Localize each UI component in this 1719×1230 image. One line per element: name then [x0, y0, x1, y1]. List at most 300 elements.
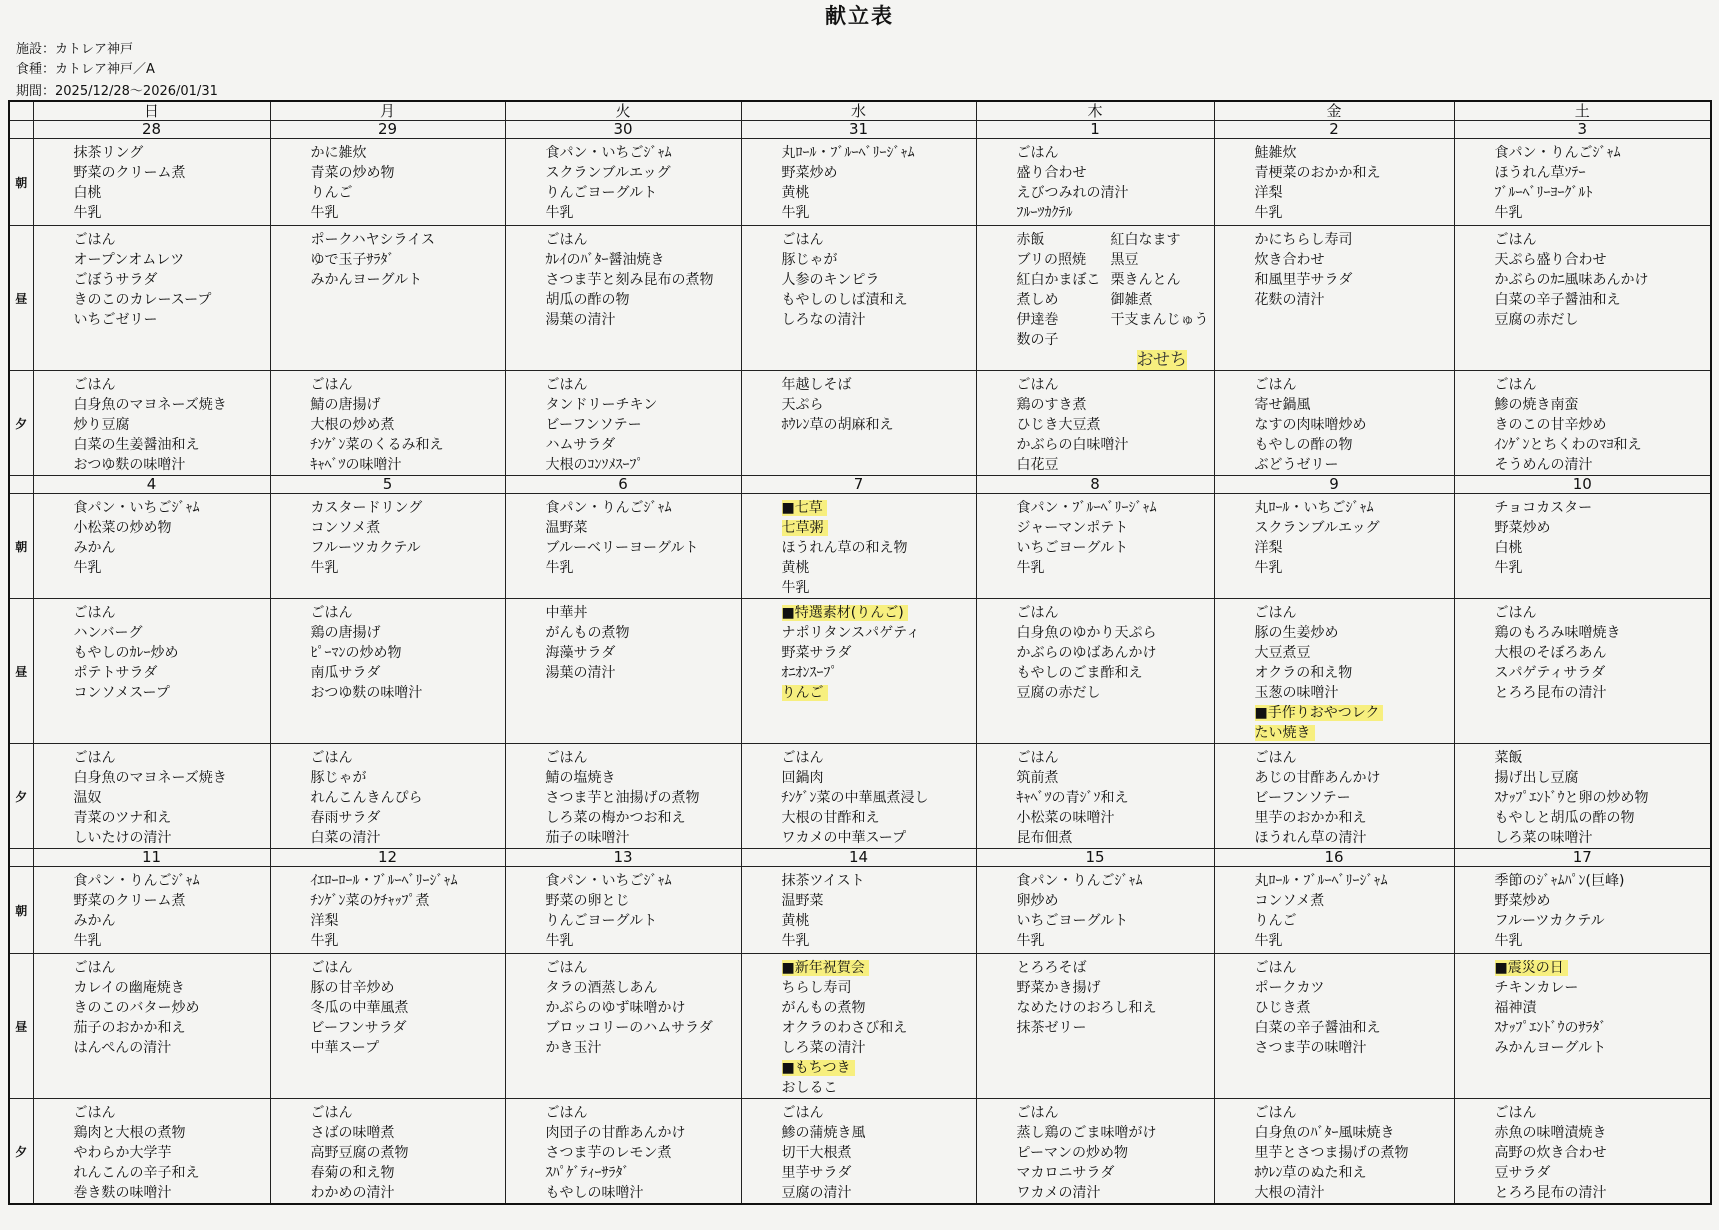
menu-item: かぶらのゆばあんかけ	[1016, 645, 1157, 661]
menu-cell	[976, 954, 1214, 1099]
menu-item: 牛乳	[310, 205, 339, 221]
date-cell: 11	[33, 849, 270, 867]
menu-item: 牛乳	[73, 205, 102, 221]
menu-item: ｶﾚｲのﾊﾞﾀｰ醤油焼き	[545, 252, 665, 268]
menu-item: 中華丼	[545, 605, 588, 621]
highlighted-text: ■震災の日	[1495, 960, 1568, 976]
menu-item: ほうれん草の和え物	[781, 540, 908, 556]
menu-item: 菜飯	[1494, 750, 1523, 766]
menu-item: 温奴	[73, 790, 102, 806]
menu-cell	[33, 226, 270, 371]
menu-item: ジャーマンポテト	[1016, 520, 1129, 536]
menu-item: 牛乳	[73, 933, 102, 949]
osechi-list	[1017, 230, 1214, 350]
menu-item: さばの味噌煮	[310, 1125, 395, 1141]
menu-item: 筑前煮	[1016, 770, 1059, 786]
menu-item: ごはん	[1254, 1105, 1297, 1121]
menu-item: 黒豆	[1110, 252, 1139, 268]
menu-item: ほうれん草の清汁	[1254, 830, 1367, 846]
menu-cell	[1454, 226, 1711, 371]
menu-item: 白桃	[1494, 540, 1523, 556]
highlighted-text: りんご	[782, 685, 828, 701]
menu-item: 食パン・りんごｼﾞｬﾑ	[73, 873, 200, 889]
menu-item: 食パン・りんごｼﾞｬﾑ	[1494, 145, 1621, 161]
diet-label: 食種：カトレア神戸／A	[16, 62, 155, 77]
menu-item: もやしのしば漬和え	[781, 292, 908, 308]
menu-item: みかん	[73, 540, 116, 556]
menu-item: 大根のそぼろあん	[1494, 645, 1607, 661]
lunch-label: 昼	[9, 226, 33, 371]
menu-item: ﾌﾙｰﾂｶｸﾃﾙ	[1016, 205, 1073, 221]
menu-item: ごはん	[545, 232, 588, 248]
menu-item: 鯖の塩焼き	[545, 770, 616, 786]
menu-item: 食パン・りんごｼﾞｬﾑ	[545, 500, 672, 516]
menu-item: 蒸し鶏のごま味噌がけ	[1016, 1125, 1157, 1141]
menu-item: 湯葉の清汁	[545, 312, 616, 328]
menu-cell	[976, 1099, 1214, 1205]
menu-item: 牛乳	[1494, 205, 1523, 221]
menu-item: 豚じゃが	[781, 252, 838, 268]
menu-item: タンドリーチキン	[545, 397, 658, 413]
menu-item: ごはん	[73, 377, 116, 393]
menu-item: 食パン・いちごｼﾞｬﾑ	[545, 145, 672, 161]
weekday-header: 木	[976, 101, 1214, 121]
menu-item: しろ菜の味噌汁	[1494, 830, 1593, 846]
menu-cell	[33, 1099, 270, 1205]
page-title: 献立表	[825, 4, 894, 28]
menu-item: カレイの幽庵焼き	[73, 980, 185, 996]
menu-item: 温野菜	[545, 520, 588, 536]
menu-item: 豆腐の清汁	[781, 1185, 852, 1201]
menu-cell	[741, 494, 976, 599]
menu-item: ポークハヤシライス	[310, 232, 435, 248]
menu-cell	[976, 226, 1214, 371]
menu-item: おつゆ麩の味噌汁	[73, 457, 186, 473]
menu-item: 豆腐の赤だし	[1494, 312, 1579, 328]
menu-cell	[270, 494, 505, 599]
menu-item: れんこんきんぴら	[310, 790, 423, 806]
menu-item: 洋梨	[1254, 185, 1283, 201]
menu-item: ごはん	[1016, 145, 1059, 161]
menu-item: 白菜の辛子醤油和え	[1254, 1020, 1381, 1036]
date-row-label	[9, 121, 33, 139]
menu-item: 豚の生姜炒め	[1254, 625, 1339, 641]
menu-item: 野菜の卵とじ	[545, 893, 630, 909]
menu-item: 牛乳	[781, 933, 810, 949]
menu-cell	[1454, 867, 1711, 954]
menu-item: 丸ﾛｰﾙ・ﾌﾞﾙｰﾍﾞﾘｰｼﾞｬﾑ	[1254, 873, 1388, 889]
menu-cell	[1454, 744, 1711, 849]
menu-item: 年越しそば	[781, 377, 852, 393]
menu-cell	[33, 371, 270, 476]
menu-cell	[33, 744, 270, 849]
menu-item: 白桃	[73, 185, 102, 201]
menu-item: ごはん	[1016, 750, 1059, 766]
menu-item: ﾁﾝｹﾞﾝ菜の中華風煮浸し	[781, 790, 929, 806]
menu-item: オープンオムレツ	[73, 252, 185, 268]
menu-item: ブロッコリーのハムサラダ	[545, 1020, 713, 1036]
menu-item: 牛乳	[1494, 933, 1523, 949]
period-label: 期間：2025/12/28～2026/01/31	[16, 84, 218, 99]
breakfast-row	[9, 867, 1711, 954]
menu-item: かぶらのｶﾆ風味あんかけ	[1494, 272, 1649, 288]
menu-cell	[505, 226, 741, 371]
menu-item: コンソメ煮	[310, 520, 381, 536]
date-cell: 8	[976, 476, 1214, 494]
menu-item: 牛乳	[545, 560, 574, 576]
menu-item: 春雨サラダ	[310, 810, 381, 826]
date-cell: 17	[1454, 849, 1711, 867]
menu-item: 大根のｺﾝｿﾒｽｰﾌﾟ	[545, 457, 644, 473]
menu-item: チキンカレー	[1494, 980, 1579, 996]
menu-item: 中華スープ	[310, 1040, 380, 1056]
menu-item: 紅白かまぼこ	[1016, 272, 1101, 288]
menu-item: ごはん	[310, 377, 353, 393]
date-cell: 1	[976, 121, 1214, 139]
menu-item: コンソメ煮	[1254, 893, 1325, 909]
menu-cell	[976, 599, 1214, 744]
menu-item: れんこんの辛子和え	[73, 1165, 200, 1181]
menu-item: かにちらし寿司	[1254, 232, 1353, 248]
menu-cell	[1454, 494, 1711, 599]
menu-cell	[505, 494, 741, 599]
menu-cell	[1214, 867, 1454, 954]
menu-item: ビーフンサラダ	[310, 1020, 407, 1036]
menu-item: 野菜炒め	[1494, 893, 1551, 909]
date-cell: 6	[505, 476, 741, 494]
menu-table	[8, 100, 1712, 1205]
dinner-row	[9, 1099, 1711, 1205]
menu-item: きのこの甘辛炒め	[1494, 417, 1607, 433]
menu-item: ごはん	[1254, 960, 1297, 976]
menu-cell	[1454, 954, 1711, 1099]
menu-item: 白花豆	[1016, 457, 1059, 473]
menu-cell	[741, 867, 976, 954]
menu-item: 野菜かき揚げ	[1016, 980, 1101, 996]
menu-item: ｲｴﾛｰﾛｰﾙ・ﾌﾞﾙｰﾍﾞﾘｰｼﾞｬﾑ	[310, 873, 458, 889]
dinner-label: 夕	[9, 1099, 33, 1205]
date-cell: 2	[1214, 121, 1454, 139]
menu-cell	[976, 867, 1214, 954]
menu-item: 大根の清汁	[1254, 1185, 1325, 1201]
menu-item: そうめんの清汁	[1494, 457, 1593, 473]
menu-item: 高野の炊き合わせ	[1494, 1145, 1607, 1161]
menu-item: ごはん	[310, 605, 353, 621]
osechi-column	[1017, 230, 1101, 350]
menu-item: 高野豆腐の煮物	[310, 1145, 409, 1161]
menu-item: 牛乳	[1254, 205, 1283, 221]
menu-item: 鶏肉と大根の煮物	[73, 1125, 186, 1141]
menu-cell	[741, 1099, 976, 1205]
menu-item: 牛乳	[310, 933, 339, 949]
date-cell: 30	[505, 121, 741, 139]
menu-cell	[505, 867, 741, 954]
menu-item	[1495, 958, 1711, 978]
menu-cell	[505, 371, 741, 476]
menu-item: 牛乳	[545, 933, 574, 949]
menu-item: ﾎｳﾚﾝ草の胡麻和え	[781, 417, 894, 433]
menu-item: 牛乳	[1494, 560, 1523, 576]
weekday-header: 月	[270, 101, 505, 121]
menu-item: 胡瓜の酢の物	[545, 292, 630, 308]
menu-item	[1255, 723, 1454, 743]
menu-item: 紅白なます	[1110, 232, 1181, 248]
menu-item: 牛乳	[781, 205, 810, 221]
osechi-handwritten-note: おせち	[1136, 350, 1187, 370]
dinner-label: 夕	[9, 371, 33, 476]
menu-item: さつま芋と油揚げの煮物	[545, 790, 700, 806]
date-cell: 29	[270, 121, 505, 139]
menu-cell	[270, 226, 505, 371]
date-cell: 13	[505, 849, 741, 867]
menu-item: 牛乳	[310, 560, 339, 576]
highlighted-text: ■新年祝賀会	[782, 960, 869, 976]
menu-item: 牛乳	[1254, 933, 1283, 949]
menu-item: さつま芋の味噌汁	[1254, 1040, 1367, 1056]
menu-item: 巻き麩の味噌汁	[73, 1185, 172, 1201]
menu-item: 御雑煮	[1110, 292, 1153, 308]
menu-item: 卵炒め	[1016, 893, 1059, 909]
menu-item: 黄桃	[781, 185, 810, 201]
menu-cell	[1214, 1099, 1454, 1205]
menu-item: 豆腐の赤だし	[1016, 685, 1101, 701]
menu-item: 鮭雑炊	[1254, 145, 1297, 161]
menu-item: とろろそば	[1016, 960, 1087, 976]
menu-item: ごはん	[545, 960, 588, 976]
menu-item: 丸ﾛｰﾙ・ﾌﾞﾙｰﾍﾞﾘｰｼﾞｬﾑ	[781, 145, 915, 161]
menu-item: 鯖の唐揚げ	[310, 397, 381, 413]
corner-cell	[9, 101, 33, 121]
menu-item: ﾁﾝｹﾞﾝ菜のくるみ和え	[310, 437, 444, 453]
menu-item: 鯵の蒲焼き風	[781, 1125, 866, 1141]
menu-item: 玉葱の味噌汁	[1254, 685, 1339, 701]
menu-item: ｽﾅｯﾌﾟｴﾝﾄﾞｳのｻﾗﾀﾞ	[1494, 1020, 1607, 1036]
menu-item: おしるこ	[781, 1080, 838, 1096]
menu-item: スクランブルエッグ	[545, 165, 671, 181]
menu-cell	[505, 599, 741, 744]
menu-item: 黄桃	[781, 560, 810, 576]
menu-cell	[976, 139, 1214, 226]
menu-item: みかんヨーグルト	[1494, 1040, 1607, 1056]
menu-item: 数の子	[1016, 332, 1059, 348]
menu-item	[782, 958, 976, 978]
menu-cell	[741, 744, 976, 849]
date-row	[9, 849, 1711, 867]
date-cell: 12	[270, 849, 505, 867]
menu-item: がんもの煮物	[545, 625, 630, 641]
menu-item: 鯵の焼き南蛮	[1494, 397, 1579, 413]
menu-item: しろ菜の清汁	[781, 1040, 866, 1056]
menu-item: ごはん	[545, 1105, 588, 1121]
menu-item: 白身魚のゆかり天ぷら	[1016, 625, 1157, 641]
menu-item: 青菜のツナ和え	[73, 810, 172, 826]
menu-cell	[270, 867, 505, 954]
menu-item: いちごゼリー	[73, 312, 158, 328]
menu-item: 茄子の味噌汁	[545, 830, 630, 846]
menu-item: 里芋とさつま揚げの煮物	[1254, 1145, 1409, 1161]
menu-item	[782, 1058, 976, 1078]
menu-cell	[1454, 371, 1711, 476]
menu-item: さつま芋と刻み昆布の煮物	[545, 272, 714, 288]
menu-item: りんご	[1254, 913, 1297, 929]
menu-item: 揚げ出し豆腐	[1494, 770, 1579, 786]
menu-item: ごはん	[73, 1105, 116, 1121]
menu-item: ﾌﾞﾙｰﾍﾞﾘｰﾖｰｸﾞﾙﾄ	[1494, 185, 1593, 201]
menu-cell	[1214, 494, 1454, 599]
menu-item: ごはん	[781, 232, 824, 248]
menu-item: なすの肉味噌炒め	[1254, 417, 1367, 433]
menu-item: 抹茶ゼリー	[1016, 1020, 1087, 1036]
menu-item: 盛り合わせ	[1016, 165, 1087, 181]
menu-item: チョコカスター	[1494, 500, 1593, 516]
menu-item: 豆サラダ	[1494, 1165, 1551, 1181]
breakfast-row	[9, 494, 1711, 599]
menu-item: 鶏の唐揚げ	[310, 625, 381, 641]
menu-item: オクラの和え物	[1254, 665, 1353, 681]
menu-item: 昆布佃煮	[1016, 830, 1073, 846]
menu-item: 抹茶ツイスト	[781, 873, 865, 889]
menu-cell	[1454, 1099, 1711, 1205]
menu-item: 牛乳	[545, 205, 574, 221]
menu-item: 鶏のすき煮	[1016, 397, 1087, 413]
menu-item	[782, 498, 976, 518]
menu-item: ごはん	[1016, 377, 1059, 393]
menu-item: 白菜の生姜醤油和え	[73, 437, 200, 453]
menu-item: 抹茶リング	[73, 145, 144, 161]
menu-item: ごはん	[310, 960, 353, 976]
menu-item: 洋梨	[1254, 540, 1283, 556]
menu-item: もやしと胡瓜の酢の物	[1494, 810, 1635, 826]
menu-item: ほうれん草ｿﾃｰ	[1494, 165, 1586, 181]
date-cell: 3	[1454, 121, 1711, 139]
lunch-row	[9, 954, 1711, 1099]
date-row	[9, 121, 1711, 139]
menu-item: いちごヨーグルト	[1016, 913, 1129, 929]
menu-item: ビーフンソテー	[1254, 790, 1351, 806]
menu-item: 野菜炒め	[1494, 520, 1551, 536]
date-cell: 4	[33, 476, 270, 494]
menu-item: マカロニサラダ	[1016, 1165, 1115, 1181]
menu-item: 野菜炒め	[781, 165, 838, 181]
menu-item: ひじき大豆煮	[1016, 417, 1101, 433]
menu-item: 天ぷら	[781, 397, 824, 413]
menu-item: さつま芋のレモン煮	[545, 1145, 672, 1161]
menu-cell	[741, 226, 976, 371]
menu-item: えびつみれの清汁	[1016, 185, 1129, 201]
menu-item: 豚の甘辛炒め	[310, 980, 395, 996]
menu-item	[782, 603, 976, 623]
menu-item: ごはん	[310, 750, 353, 766]
menu-item: フルーツカクテル	[1494, 913, 1605, 929]
menu-item: ﾋﾟｰﾏﾝの炒め物	[310, 645, 402, 661]
menu-item: みかん	[73, 913, 116, 929]
menu-item: ごはん	[1494, 1105, 1537, 1121]
menu-item: 食パン・ﾌﾞﾙｰﾍﾞﾘｰｼﾞｬﾑ	[1016, 500, 1157, 516]
menu-item: 大根の炒め煮	[310, 417, 395, 433]
date-cell: 5	[270, 476, 505, 494]
menu-item: 洋梨	[310, 913, 339, 929]
menu-cell	[33, 867, 270, 954]
menu-item: 花麩の清汁	[1254, 292, 1325, 308]
menu-item: 小松菜の炒め物	[73, 520, 172, 536]
menu-cell	[1214, 744, 1454, 849]
highlighted-text: たい焼き	[1255, 725, 1315, 741]
menu-item: フルーツカクテル	[310, 540, 421, 556]
menu-item: 肉団子の甘酢あんかけ	[545, 1125, 686, 1141]
menu-item: もやしの味噌汁	[545, 1185, 644, 1201]
menu-cell	[270, 139, 505, 226]
menu-item: ワカメの清汁	[1016, 1185, 1101, 1201]
weekday-header-row	[9, 101, 1711, 121]
menu-item	[1255, 703, 1454, 723]
menu-cell	[270, 744, 505, 849]
menu-item: 温野菜	[781, 893, 824, 909]
menu-item: もやしの酢の物	[1254, 437, 1353, 453]
date-cell: 10	[1454, 476, 1711, 494]
menu-item: 青梗菜のおかか和え	[1254, 165, 1381, 181]
menu-cell	[505, 744, 741, 849]
menu-item: 鶏のもろみ味噌焼き	[1494, 625, 1621, 641]
menu-cell	[976, 744, 1214, 849]
menu-item: ｵﾆｵﾝｽｰﾌﾟ	[781, 665, 838, 681]
menu-item: 青菜の炒め物	[310, 165, 395, 181]
menu-cell	[976, 494, 1214, 599]
menu-item: 煮しめ	[1016, 292, 1059, 308]
menu-item: 牛乳	[781, 580, 810, 596]
menu-item: とろろ昆布の清汁	[1494, 1185, 1607, 1201]
menu-item: ごはん	[545, 750, 588, 766]
menu-item: りんご	[310, 185, 353, 201]
date-row-label	[9, 476, 33, 494]
menu-item: 黄桃	[781, 913, 810, 929]
menu-item: 牛乳	[1016, 933, 1045, 949]
menu-item: ごはん	[1494, 232, 1537, 248]
breakfast-label: 朝	[9, 867, 33, 954]
menu-item: ゆで玉子ｻﾗﾀﾞ	[310, 252, 395, 268]
menu-item: ごはん	[781, 750, 824, 766]
menu-item: スクランブルエッグ	[1254, 520, 1380, 536]
menu-item: 白菜の清汁	[310, 830, 381, 846]
menu-item: ごはん	[1494, 377, 1537, 393]
highlighted-text: 七草粥	[782, 520, 828, 536]
menu-item: しろなの清汁	[781, 312, 866, 328]
menu-cell	[505, 139, 741, 226]
menu-item: とろろ昆布の清汁	[1494, 685, 1607, 701]
breakfast-label: 朝	[9, 494, 33, 599]
facility-label: 施設：カトレア神戸	[16, 42, 134, 57]
menu-item: ワカメの中華スープ	[781, 830, 907, 846]
menu-cell	[270, 954, 505, 1099]
menu-item: 天ぷら盛り合わせ	[1494, 252, 1607, 268]
date-cell: 31	[741, 121, 976, 139]
date-row-label	[9, 849, 33, 867]
menu-item: 寄せ鍋風	[1254, 397, 1311, 413]
menu-item: 南瓜サラダ	[310, 665, 381, 681]
menu-item: ごはん	[1254, 605, 1297, 621]
menu-item: スパゲティサラダ	[1494, 665, 1606, 681]
menu-item: ｷｬﾍﾞﾂの青ｼﾞｿ和え	[1016, 790, 1129, 806]
dinner-label: 夕	[9, 744, 33, 849]
menu-item: 白身魚のマヨネーズ焼き	[73, 397, 227, 413]
date-cell: 16	[1214, 849, 1454, 867]
menu-item: もやしのｶﾚｰ炒め	[73, 645, 179, 661]
menu-item: 福神漬	[1494, 1000, 1537, 1016]
menu-item: ハムサラダ	[545, 437, 616, 453]
menu-item: ちらし寿司	[781, 980, 852, 996]
menu-item: ごはん	[73, 605, 116, 621]
menu-item: いちごヨーグルト	[1016, 540, 1129, 556]
menu-item: ひじき煮	[1254, 1000, 1311, 1016]
